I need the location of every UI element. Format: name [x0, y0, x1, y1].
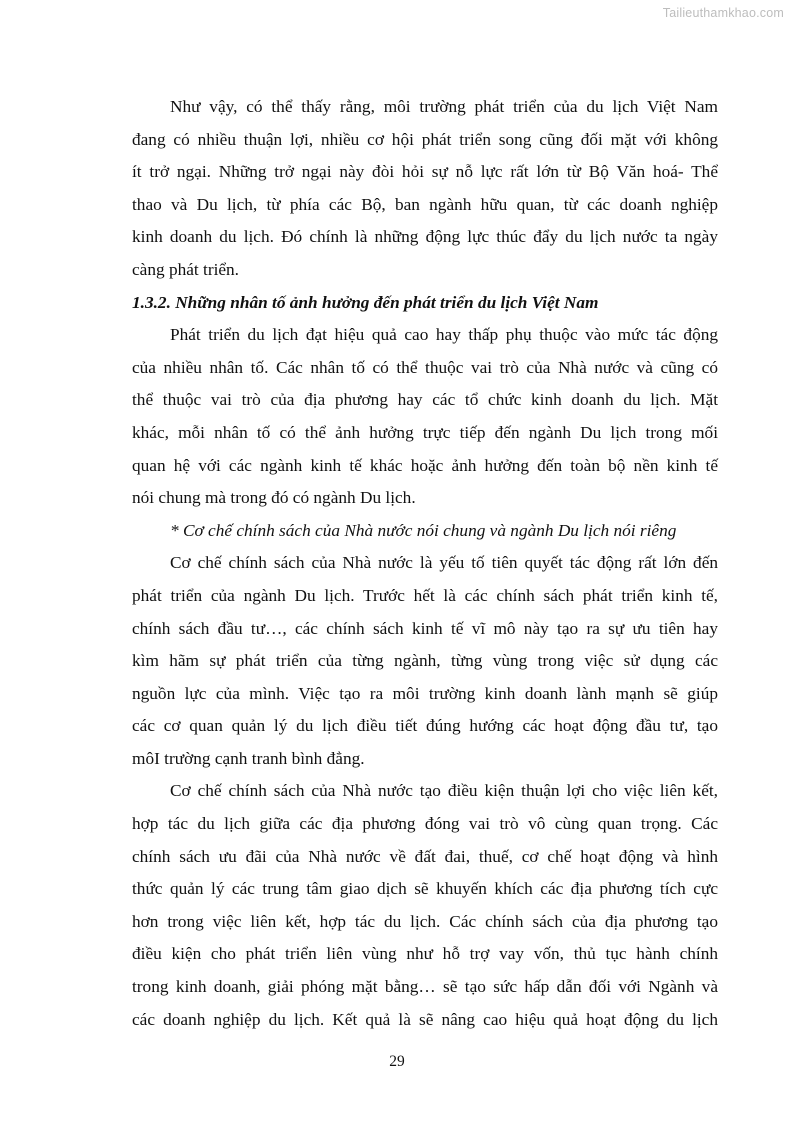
text-line: thao và Du lịch, từ phía các Bộ, ban ngành hữu quan, từ các doanh nghiệp	[132, 194, 718, 214]
text-line: khác, mỗi nhân tố có thể ảnh hưởng trực tiếp đến ngành Du lịch trong mối	[132, 422, 718, 442]
text-line: trong kinh doanh, giải phóng mặt bằng… sẽ tạo sức hấp dẫn đối với Ngành và	[132, 977, 718, 997]
text-line: quan hệ với các ngành kinh tế khác hoặc ảnh hưởng đến toàn bộ nền kinh tế	[132, 455, 718, 475]
text-line: kìm hãm sự phát triển của từng ngành, từng vùng trong việc sử dụng các	[132, 651, 718, 671]
text-line: nói chung mà trong đó có ngành Du lịch.	[132, 488, 416, 508]
text-line: hơn trong việc liên kết, hợp tác du lịch. Các chính sách của địa phương tạo	[132, 911, 718, 931]
watermark: Tailieuthamkhao.com	[662, 6, 784, 20]
text-line: các cơ quan quản lý du lịch điều tiết đúng hướng các hoạt động đầu tư, tạo	[132, 716, 718, 736]
text-line: Phát triển du lịch đạt hiệu quả cao hay thấp phụ thuộc vào mức tác động	[170, 325, 718, 345]
text-line: Cơ chế chính sách của Nhà nước tạo điều kiện thuận lợi cho việc liên kết,	[170, 781, 718, 801]
paragraph-1	[132, 91, 718, 287]
text-line: đang có nhiều thuận lợi, nhiều cơ hội phát triển song cũng đối mặt với không	[132, 129, 718, 149]
document-page	[132, 91, 718, 1036]
paragraph-3	[132, 547, 718, 775]
section-heading: 1.3.2. Những nhân tố ảnh hưởng đến phát triển du lịch Việt Nam	[132, 292, 599, 312]
text-line: kinh doanh du lịch. Đó chính là những động lực thúc đẩy du lịch nước ta ngày	[132, 227, 718, 247]
text-line: các doanh nghiệp du lịch. Kết quả là sẽ nâng cao hiệu quả hoạt động du lịch	[132, 1009, 718, 1029]
text-line: phát triển của ngành Du lịch. Trước hết là các chính sách phát triển kinh tế,	[132, 585, 718, 605]
text-line: của nhiều nhân tố. Các nhân tố có thể thuộc vai trò của Nhà nước và cũng có	[132, 357, 718, 377]
text-line: chính sách ưu đãi của Nhà nước về đất đai, thuế, cơ chế hoạt động và hình	[132, 846, 718, 866]
page-number: 29	[389, 1053, 405, 1070]
text-line: nguồn lực của mình. Việc tạo ra môi trường kinh doanh lành mạnh sẽ giúp	[132, 683, 718, 703]
subsection-heading: * Cơ chế chính sách của Nhà nước nói chung và ngành Du lịch nói riêng	[170, 520, 677, 540]
text-line: thể thuộc vai trò của địa phương hay các tổ chức kinh doanh du lịch. Mặt	[132, 390, 718, 410]
paragraph-2	[132, 319, 718, 515]
text-line: Cơ chế chính sách của Nhà nước là yếu tố tiên quyết tác động rất lớn đến	[170, 553, 718, 573]
text-line: môI trường cạnh tranh bình đẳng.	[132, 748, 365, 768]
text-line: ít trở ngại. Những trở ngại này đòi hỏi sự nỗ lực rất lớn từ Bộ Văn hoá- Thể	[132, 162, 718, 182]
text-line: chính sách đầu tư…, các chính sách kinh tế vĩ mô này tạo ra sự ưu tiên hay	[132, 618, 718, 638]
text-line: thức quản lý các trung tâm giao dịch sẽ khuyến khích các địa phương tích cực	[132, 879, 718, 899]
text-line: Như vậy, có thể thấy rằng, môi trường phát triển của du lịch Việt Nam	[170, 97, 718, 116]
text-line: càng phát triển.	[132, 259, 240, 279]
text-line: hợp tác du lịch giữa các địa phương đóng vai trò vô cùng quan trọng. Các	[132, 814, 718, 834]
text-line: điều kiện cho phát triển liên vùng như hỗ trợ vay vốn, thủ tục hành chính	[132, 944, 718, 964]
paragraph-4	[132, 775, 718, 1036]
